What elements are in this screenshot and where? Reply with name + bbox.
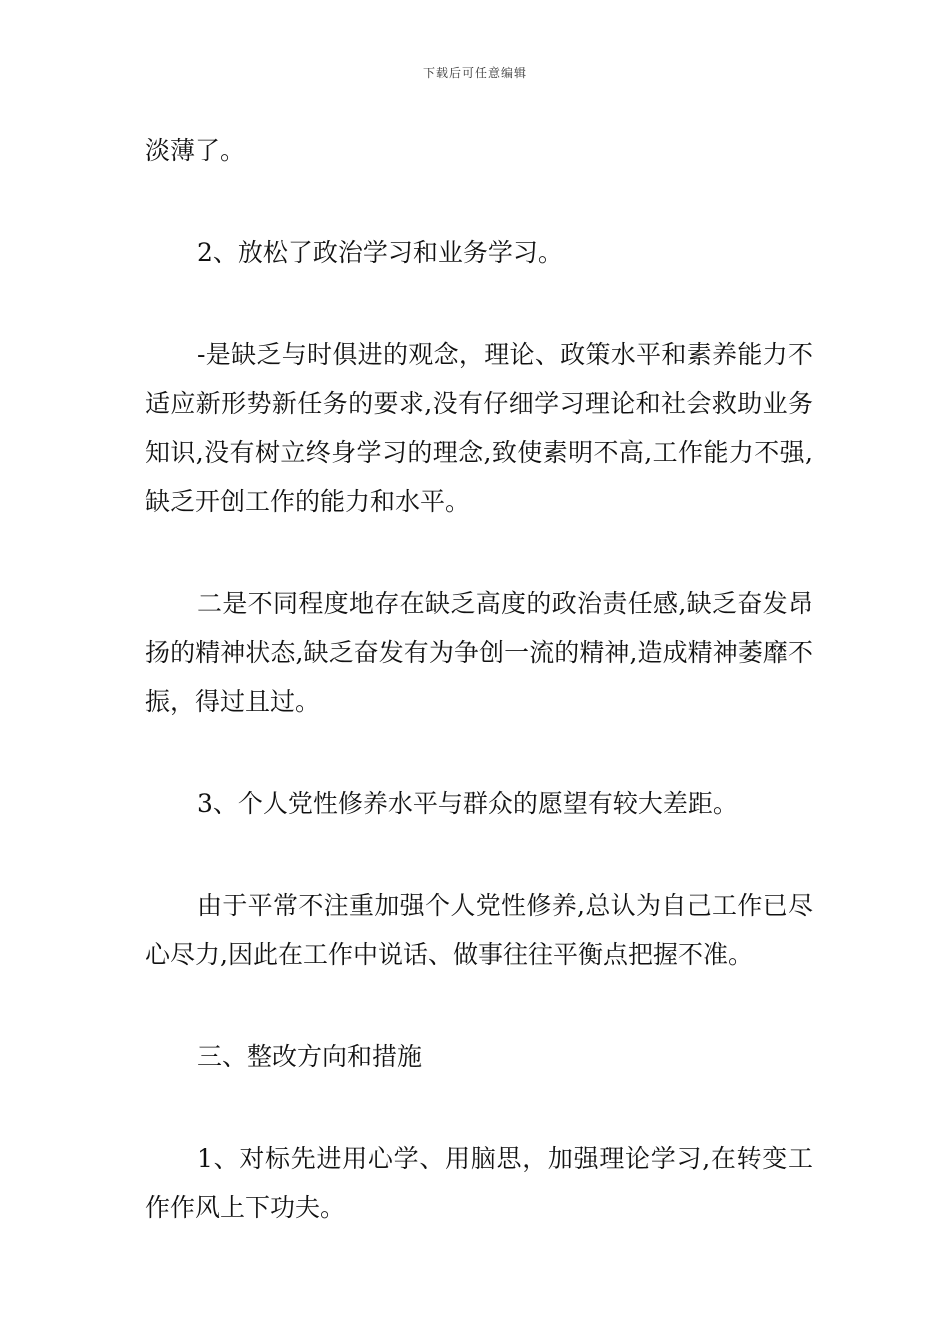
paragraph-measure-1: 1、对标先进用心学、用脑思，加强理论学习,在转变工作作风上下功夫。 [145,1144,813,1222]
paragraph-item-3-heading: 3、个人党性修养水平与群众的愿望有较大差距。 [197,789,738,818]
paragraph-continuation: 淡薄了。 [145,136,246,165]
document-body [145,126,813,1232]
paragraph-point-two: 二是不同程度地存在缺乏高度的政治责任感,缺乏奋发昂扬的精神状态,缺乏奋发有为争创一流的精神,造成精神萎靡不振，得过且过。 [145,589,813,716]
paragraph-item-2-heading: 2、放松了政治学习和业务学习。 [197,238,563,267]
section-heading-three: 三、整改方向和措施 [197,1042,423,1071]
page-header: 下载后可任意编辑 [422,66,527,80]
paragraph-point-one: -是缺乏与时俱进的观念，理论、政策水平和素养能力不适应新形势新任务的要求,没有仔细学习理论和社会救助业务知识,没有树立终身学习的理念,致使素明不高,工作能力不强,缺乏开创工作的能力和水平。 [145,340,813,516]
paragraph-item-3-body: 由于平常不注重加强个人党性修养,总认为自己工作已尽心尽力,因此在工作中说话、做事往往平衡点把握不准。 [145,891,813,969]
